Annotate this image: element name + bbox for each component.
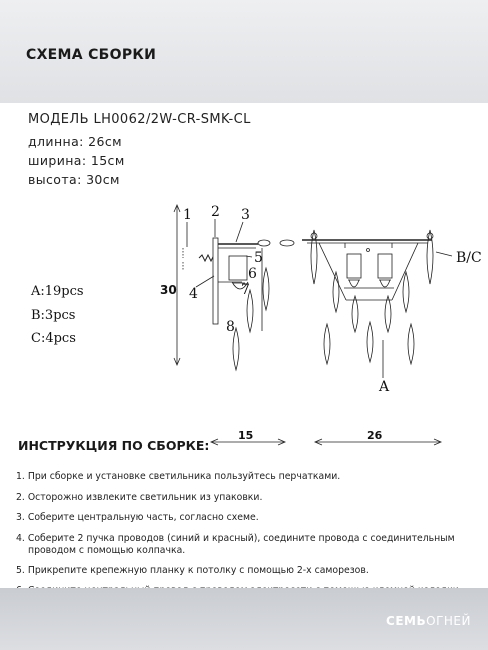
length-dimension bbox=[315, 429, 441, 445]
part-b-c-label: B/C bbox=[456, 250, 482, 266]
part-number-4: 4 bbox=[189, 286, 198, 302]
part-number-6: 6 bbox=[248, 266, 257, 282]
crystals-front bbox=[324, 272, 414, 364]
part-number-8: 8 bbox=[226, 319, 235, 335]
front-frame bbox=[302, 240, 432, 300]
list-item: 3. Соберите центральную часть, согласно схеме. bbox=[16, 512, 259, 523]
spec-height: высота: 30см bbox=[28, 172, 120, 187]
leader-lines bbox=[187, 219, 252, 287]
part-number-7: 7 bbox=[241, 282, 250, 298]
part-a-label: A bbox=[379, 379, 390, 395]
page-title: СХЕМА СБОРКИ bbox=[26, 47, 157, 63]
list-item: 1. При сборке и установке светильника пользуйтесь перчатками. bbox=[16, 471, 341, 482]
part-leaders-front bbox=[383, 252, 452, 378]
part-numbers bbox=[183, 204, 263, 335]
brand-bold: СЕМЬ bbox=[386, 614, 427, 628]
model-name: МОДЕЛЬ LH0062/2W-CR-SMK-CL bbox=[28, 112, 251, 127]
legend-part-a: A:19pcs bbox=[31, 284, 84, 299]
mounting-screw bbox=[183, 248, 214, 270]
legend-part-c: C:4pcs bbox=[31, 331, 76, 346]
list-item: 2. Осторожно извлеките светильник из упаковки. bbox=[16, 491, 263, 503]
height-dimension bbox=[160, 205, 180, 365]
front-side-crystals bbox=[311, 230, 433, 284]
part-number-1: 1 bbox=[183, 207, 192, 223]
assembly-diagram bbox=[0, 195, 488, 450]
legend-part-b: B:3pcs bbox=[31, 308, 76, 323]
brand-logo bbox=[386, 614, 471, 628]
wall-plate bbox=[213, 238, 218, 324]
spec-width: ширина: 15см bbox=[28, 153, 125, 168]
instructions-list bbox=[16, 471, 486, 606]
part-number-5: 5 bbox=[254, 250, 263, 266]
brand-light: ОГНЕЙ bbox=[426, 614, 471, 628]
dim-depth-label: 15 bbox=[238, 429, 254, 442]
header-banner bbox=[0, 0, 488, 103]
footer-banner bbox=[0, 588, 488, 650]
dim-length-label: 26 bbox=[367, 429, 383, 442]
instructions-title: ИНСТРУКЦИЯ ПО СБОРКЕ: bbox=[18, 438, 210, 453]
list-item bbox=[16, 533, 486, 557]
part-number-2: 2 bbox=[211, 204, 220, 220]
depth-dimension bbox=[211, 429, 285, 445]
list-item: 5. Прикрепите крепежную планку к потолку с помощью 2-х саморезов. bbox=[16, 564, 369, 576]
list-item-text: 4. Соберите 2 пучка проводов (синий и красный), соедините провода с соединительным bbox=[16, 532, 455, 544]
spec-length: длинна: 26см bbox=[28, 134, 122, 149]
list-item-continuation: проводом с помощью колпачка. bbox=[28, 544, 186, 556]
part-number-3: 3 bbox=[241, 207, 250, 223]
dim-height-label: 30 bbox=[160, 283, 177, 297]
bulb-holders-front bbox=[344, 254, 394, 288]
